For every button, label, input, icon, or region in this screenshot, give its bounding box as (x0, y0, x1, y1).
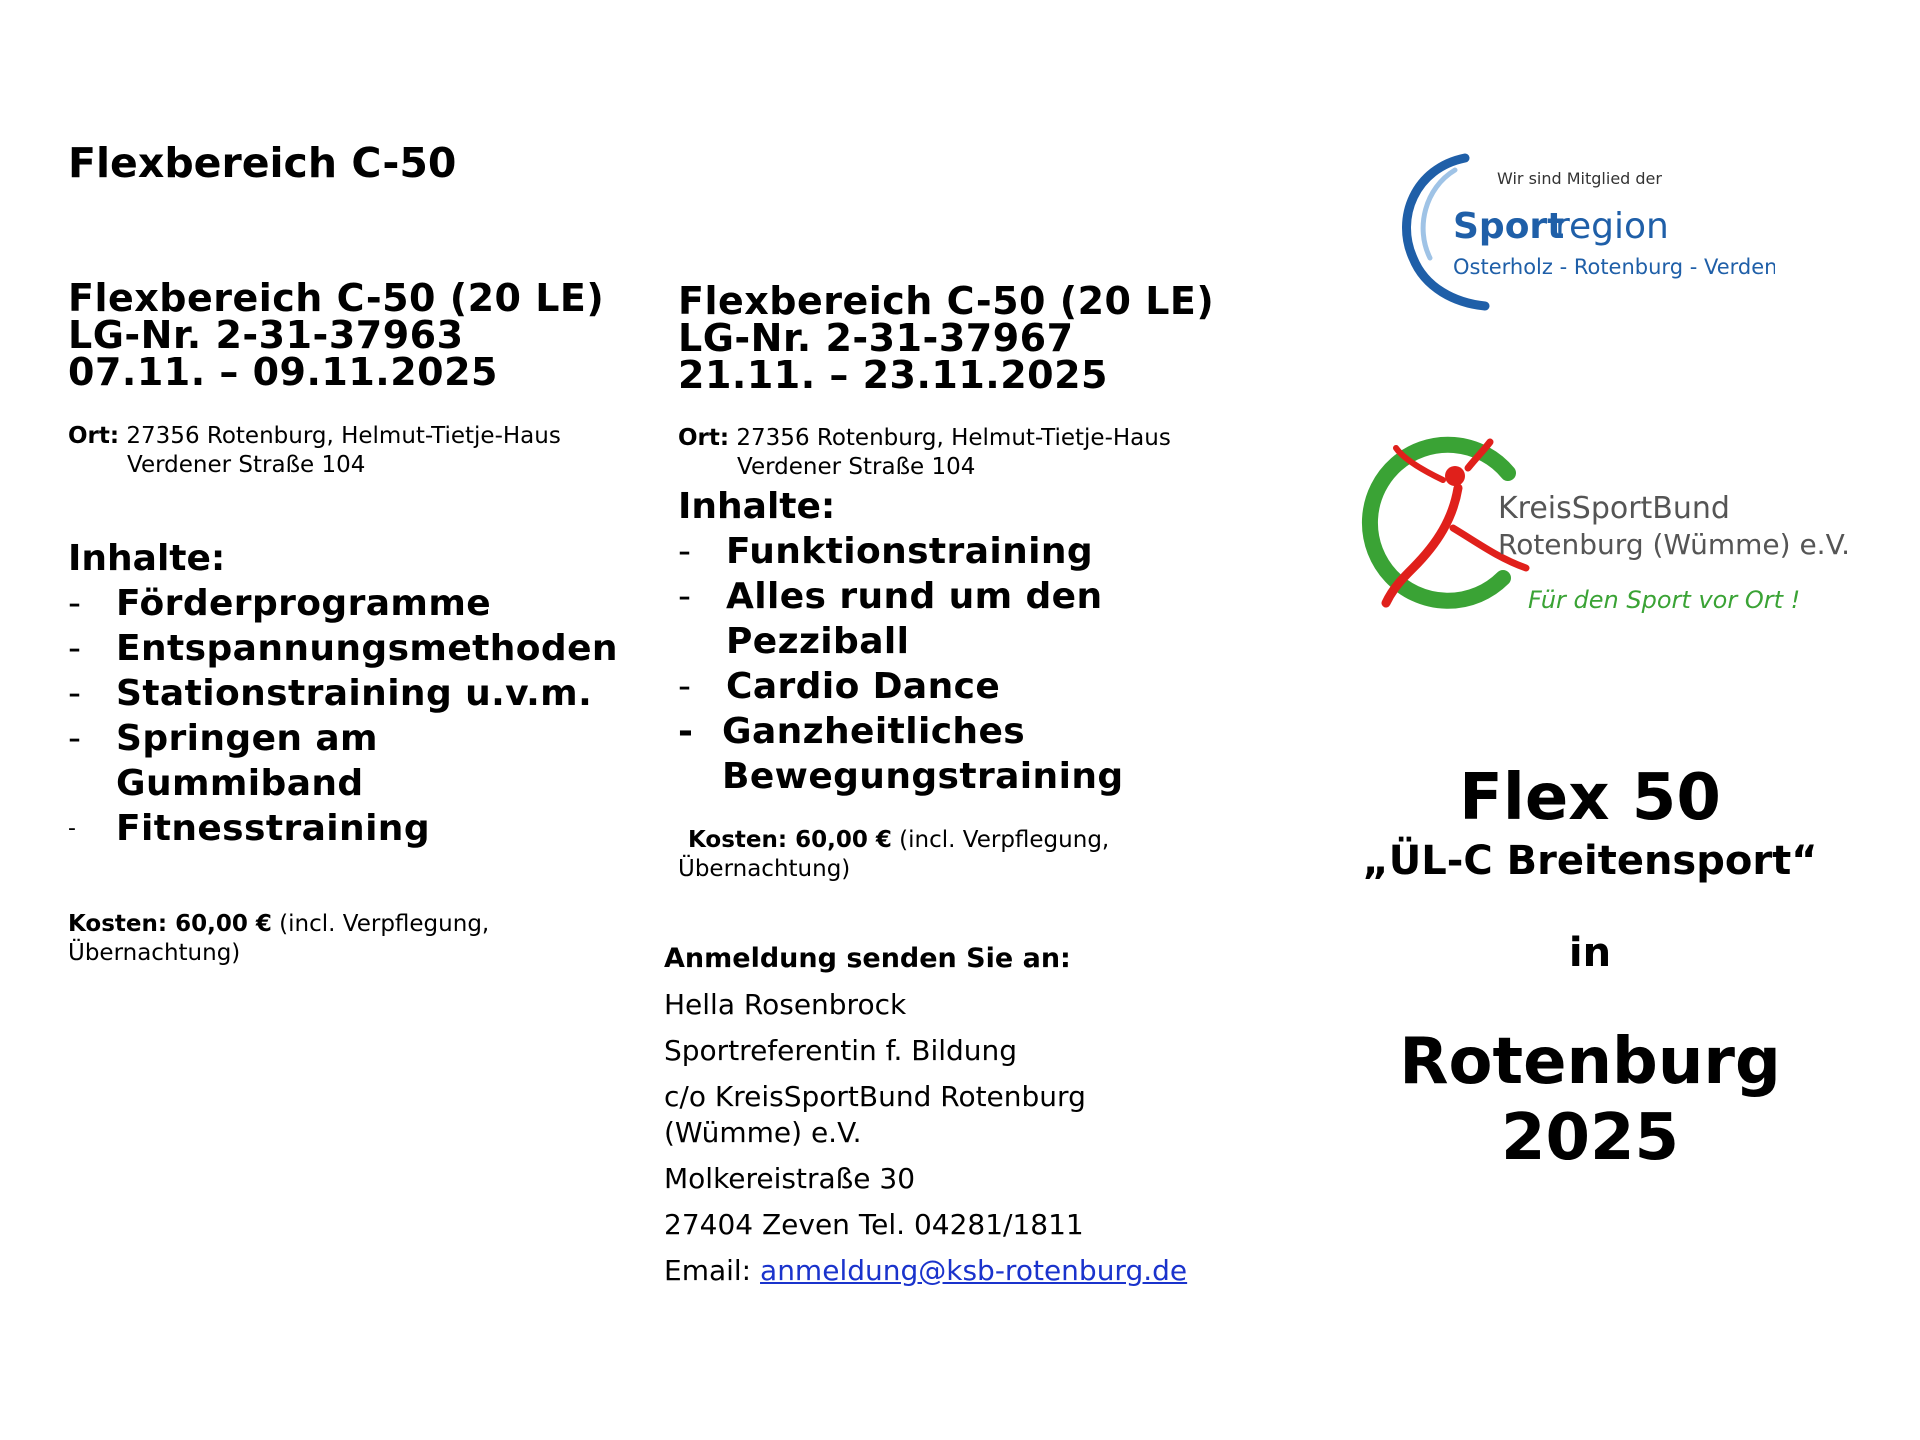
course-1-location (68, 422, 561, 480)
contact-name: Hella Rosenbrock (664, 988, 907, 1021)
list-item: - Stationstraining u.v.m. (68, 673, 593, 714)
list-item: - Springen am Gummiband (68, 718, 378, 804)
ksb-line1: KreisSportBund (1498, 491, 1730, 526)
course-2-dates: 21.11. – 23.11.2025 (678, 353, 1108, 397)
cover-year: 2025 (1500, 1101, 1680, 1175)
ksb-figure-icon (1358, 418, 1878, 628)
course-2-kosten-label: Kosten: 60,00 € (688, 827, 892, 853)
contact-org-line2: (Wümme) e.V. (664, 1116, 862, 1149)
email-link[interactable]: anmeldung@ksb-rotenburg.de (760, 1254, 1188, 1287)
course-1-title: Flexbereich C-50 (20 LE) (68, 276, 605, 320)
cover-subtitle: „ÜL-C Breitensport“ (1362, 838, 1818, 884)
course-1-ort-line1: 27356 Rotenburg, Helmut-Tietje-Haus (126, 423, 561, 449)
list-item: - Cardio Dance (678, 666, 1001, 707)
list-item: - Förderprogramme (68, 583, 492, 624)
course-1-kosten-label: Kosten: 60,00 € (68, 911, 272, 937)
cover-city: Rotenburg (1399, 1025, 1781, 1099)
course-1-kosten-line2: Übernachtung) (68, 940, 241, 966)
course-2-inhalte-title: Inhalte: (678, 486, 836, 527)
course-2-lg-nr: LG-Nr. 2-31-37967 (678, 316, 1074, 360)
list-item: - Ganzheitliches Bewegungstraining (678, 711, 1124, 797)
contact-org-line1: c/o KreisSportBund Rotenburg (664, 1080, 1086, 1113)
contact-role: Sportreferentin f. Bildung (664, 1034, 1018, 1067)
course-2-kosten-line2: Übernachtung) (678, 856, 851, 882)
course-1-ort-line2: Verdener Straße 104 (127, 452, 366, 478)
ksb-logo (1358, 418, 1878, 628)
contact-block (664, 941, 1187, 1289)
contact-title: Anmeldung senden Sie an: (664, 943, 1071, 974)
course-1-kosten (68, 910, 489, 968)
sportregion-regions: Osterholz - Rotenburg - Verden (1453, 255, 1775, 279)
sportregion-tagline: Wir sind Mitglied der (1497, 169, 1662, 188)
course-1-kosten-line1: (incl. Verpflegung, (279, 911, 490, 937)
contact-street: Molkereistraße 30 (664, 1162, 916, 1195)
list-item: - Alles rund um den Pezziball (678, 576, 1103, 662)
course-2-title: Flexbereich C-50 (20 LE) (678, 279, 1215, 323)
ksb-slogan: Für den Sport vor Ort ! (1528, 586, 1801, 614)
sportregion-word-sport: Sport (1453, 206, 1565, 247)
course-2-location (678, 424, 1171, 482)
sportregion-word-region: region (1555, 206, 1669, 247)
contact-city-phone: 27404 Zeven Tel. 04281/1811 (664, 1208, 1084, 1241)
list-item: - Entspannungsmethoden (68, 628, 618, 669)
course-2-ort-line1: 27356 Rotenburg, Helmut-Tietje-Haus (736, 425, 1171, 451)
course-1-inhalte-list (68, 581, 648, 851)
course-2-kosten-line1: (incl. Verpflegung, (899, 827, 1110, 853)
list-item: - Funktionstraining (678, 531, 1094, 572)
course-1-dates: 07.11. – 09.11.2025 (68, 350, 498, 394)
course-2-kosten (678, 826, 1109, 884)
cover-in: in (1568, 930, 1612, 976)
list-item: - Fitnesstraining (68, 808, 431, 849)
course-1-lg-nr: LG-Nr. 2-31-37963 (68, 313, 464, 357)
sportregion-swoosh-icon (1395, 148, 1775, 318)
page-title: Flexbereich C-50 (68, 139, 457, 187)
course-2-ort-label: Ort: (678, 425, 730, 451)
cover-title: Flex 50 (1459, 761, 1721, 835)
course-1-ort-label: Ort: (68, 423, 120, 449)
course-2-inhalte-list (678, 529, 1148, 799)
course-2-ort-line2: Verdener Straße 104 (737, 454, 976, 480)
contact-email-label: Email: (664, 1254, 752, 1287)
course-2-heading (678, 279, 1215, 397)
course-1-heading (68, 276, 605, 394)
ksb-line2: Rotenburg (Wümme) e.V. (1498, 528, 1851, 561)
course-1-inhalte-title: Inhalte: (68, 538, 226, 579)
sportregion-logo (1395, 148, 1775, 318)
